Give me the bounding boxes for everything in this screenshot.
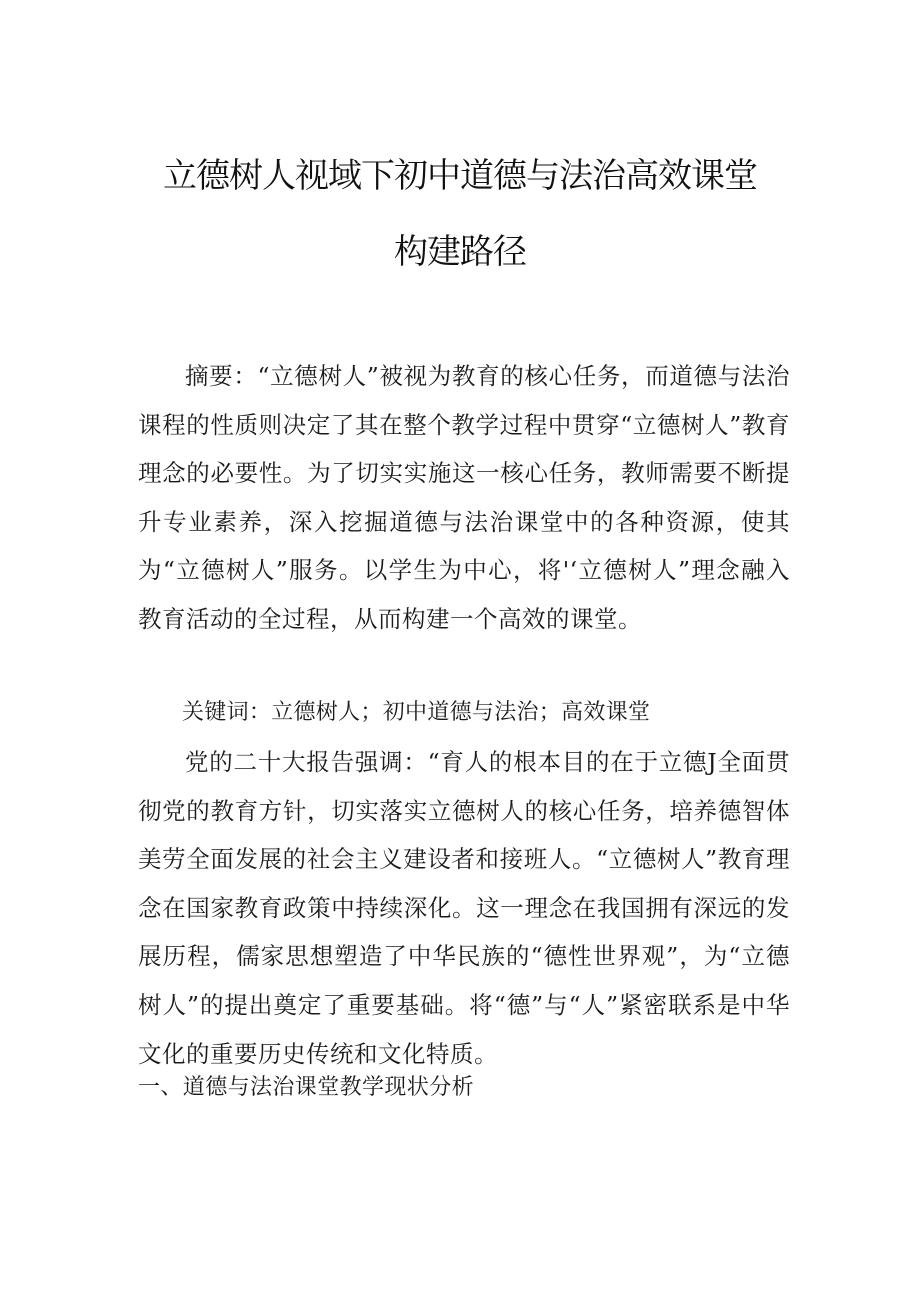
document-title-line-1: 立德树人视域下初中道德与法治高效课堂 — [163, 156, 757, 196]
section-heading-1: 一、道德与法治课堂教学现状分析 — [138, 1075, 475, 1100]
intro-paragraph: 党的二十大报告强调：“育人的根本目的在于立德J全面贯彻党的教育方针，切实落实立德树人的核心任务，培养德智体美劳全面发展的社会主义建设者和接班人。“立德树人”教育理念在国家教育政策中持续深化。这一理念在我国拥有深远的发展历程，儒家思想塑造了中华民族的“德性世界观”，为“立德树人”的提出奠定了重要基础。将“德”与“人”紧密联系是中华文化的重要历史传统和文化特质。 — [138, 748, 790, 1068]
abstract-paragraph: 摘要：“立德树人”被视为教育的核心任务，而道德与法治课程的性质则决定了其在整个教学过程中贯穿“立德树人”教育理念的必要性。为了切实实施这一核心任务，教师需要不断提升专业素养，深入挖掘道德与法治课堂中的各种资源，使其为“立德树人”服务。以学生为中心，将'‘立德树人”理念融入教育活动的全过程，从而构建一个高效的课堂。 — [138, 362, 790, 633]
keywords-paragraph: 关键词：立德树人；初中道德与法治；高效课堂 — [182, 700, 651, 725]
document-title-line-2: 构建路径 — [394, 232, 526, 272]
